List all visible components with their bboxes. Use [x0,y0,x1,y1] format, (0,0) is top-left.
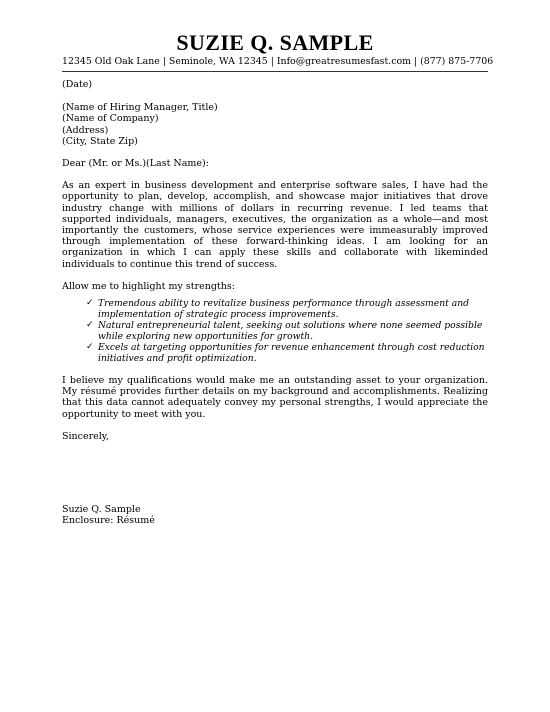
applicant-name: SUZIE Q. SAMPLE [176,30,374,55]
salutation: Dear (Mr. or Ms.)(Last Name): [62,158,209,170]
contact-line: 12345 Old Oak Lane | Seminole, WA 12345 | Info@greatresumesfast.com | (877) 875-7706 [62,56,494,67]
strengths-intro: Allow me to highlight my strengths: [62,280,235,292]
letter-date: (Date) [62,79,93,90]
check-icon: ✓ [86,342,94,353]
strengths-list [62,298,488,364]
list-item [88,298,488,320]
check-icon: ✓ [86,298,94,309]
strength-text: Natural entrepreneurial talent, seeking out solutions where none seemed possible while exploring new opportunities for growth. [98,320,483,343]
closing: Sincerely, [62,430,109,442]
letter-body [62,79,488,526]
strength-text: Excels at targeting opportunities for revenue enhancement through cost reduction initiatives and profit optimization. [98,342,485,365]
recipient-line-address: (Address) [62,124,109,136]
recipient-address [62,102,488,147]
strength-text: Tremendous ability to revitalize business performance through assessment and implementation of strategic process improvements. [98,298,470,321]
list-item [88,342,488,364]
enclosure-note: Enclosure: Résumé [62,515,155,527]
check-icon: ✓ [86,320,94,331]
paragraph-intro: As an expert in business development and enterprise software sales, I have had the opportunity to plan, develop, accomplish, and showcase major initiatives that drove industry change with millions of dollars in recurring revenue. I led teams that supported individuals, managers, executives, the organization as a whole—and most importantly the customers, whose service experiences were immeasurably improved through implementation of these forward-thinking ideas. I am looking for an organization in which I can apply these skills and collaborate with likeminded individuals to continue this trend of success. [62,180,488,270]
recipient-line-name: (Name of Hiring Manager, Title) [62,102,218,114]
header-divider [62,71,488,72]
list-item [88,320,488,342]
signature-name: Suzie Q. Sample [62,504,141,516]
recipient-line-company: (Name of Company) [62,113,159,125]
paragraph-closing: I believe my qualifications would make me an outstanding asset to your organization. My résumé provides further details on my background and accomplishments. Realizing that this data cannot adequately convey my personal strengths, I would appreciate the opportunity to meet with you. [62,375,488,420]
recipient-line-city: (City, State Zip) [62,135,138,147]
